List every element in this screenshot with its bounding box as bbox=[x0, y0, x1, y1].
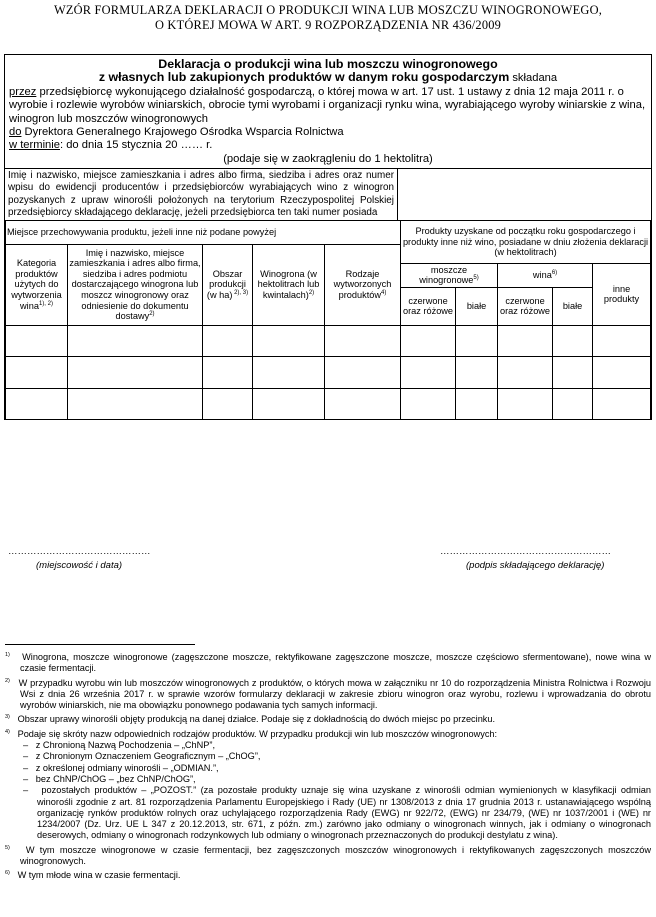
col-grapes: Winogrona (w hektolitrach lub kwintalach)$^{2)}$ bbox=[253, 244, 325, 325]
table-row bbox=[6, 356, 651, 388]
footnote-4-item: – z określonej odmiany winorośli – „ODMIAN.”, bbox=[23, 762, 219, 773]
footnote-6: $^{6)}$ W tym młode wina w czasie fermentacji. bbox=[5, 870, 181, 881]
footnote-separator bbox=[5, 644, 195, 645]
products-group-header: Produkty uzyskane od początku roku gospodarczego i produkty inne niż wino, posiadane w dniu złożenia deklaracji (w hektolitrach) bbox=[401, 221, 651, 263]
declaration-title-block bbox=[5, 55, 651, 169]
place-date-label: (miejscowość i data) bbox=[36, 560, 123, 571]
footnote-3: $^{3)}$ Obszar uprawy winorośli objęty produkcją na danej działce. Podaje się z dokładnością do dwóch miejsc po przecinku. bbox=[5, 714, 496, 725]
col-supplier: Imię i nazwisko, miejsce zamieszkania i adres albo firma, siedziba i adres podmiotu dostarczającego winogrona lub moszcz winogronowy oraz odniesienie do dokumentu dostawy$^{2)}$ bbox=[68, 244, 203, 325]
rounding-note: (podaje się w zaokrągleniu do 1 hektolitra) bbox=[223, 152, 433, 165]
col-grape-musts: moszcze winogronowe$^{5)}$ bbox=[401, 263, 498, 287]
table-row bbox=[6, 325, 651, 356]
signature-label: (podpis składającego deklarację) bbox=[466, 560, 605, 571]
col-musts-red: czerwone oraz różowe bbox=[401, 287, 456, 325]
col-wines: wina$^{6)}$ bbox=[498, 263, 593, 287]
storage-row bbox=[6, 221, 651, 244]
col-category: Kategoria produktów użytych do wytworzenia wina$^{1), 2)}$ bbox=[6, 244, 68, 325]
declaration-recipient: do Dyrektora Generalnego Krajowego Ośrodka Wsparcia Rolnictwa bbox=[9, 126, 344, 139]
applicant-row bbox=[5, 169, 651, 221]
declaration-title: Deklaracja o produkcji wina lub moszczu winogronowego bbox=[158, 57, 498, 71]
footnote-2: $^{2)}$ W przypadku wyrobu win lub moszczów winogronowych z produktów, o których mowa w załączniku nr 10 do rozporządzenia Ministra Rolnictwa i Rozwoju Wsi z dnia 26 września 2017 r. w sprawie wzorów formularzy deklaracji w zakresie zbioru winogron oraz wyrobu, rozlewu i wprowadzania do obrotu wyrobów winiarskich, nie ma obowiązku ponownego podawania tych samych informacji. bbox=[5, 677, 651, 711]
signature-dots: ……………………………………………… bbox=[440, 546, 611, 557]
header-line-2: O KTÓREJ MOWA W ART. 9 ROZPORZĄDZENIA NR 436/2009 bbox=[154, 18, 502, 32]
footnote-4-item: – pozostałych produktów – „POZOST.” (za pozostałe produkty uznaje się wina uzyskane z winorośli odmian wymienionych w klasyfikacji odmian winorośli zgodnie z art. 81 rozporządzenia Parlamentu Europejskiego i Rady (UE) nr 1308/2013 z dnia 17 grudnia 2013 r. ustanawiającego wspólną organizację rynków produktów rolnych oraz uchylającego rozporządzenia Rady (EWG) nr 922/72, (EWG) nr 234/79, (WE) nr 1037/2001 i (WE) nr 1234/2007 (Dz. Urz. UE L 347 z 20.12.2013, str. 671, z późn. zm.) zarówno jako odmiany o winogronach winnych, jak i odmiany o winogronach deserowych, odmiany o winogronach rodzynkowych lub odmiany o winogronach przeznaczonych do produkcji destylatu z wina). bbox=[23, 785, 651, 841]
footnote-4-item: – bez ChNP/ChOG – „bez ChNP/ChOG”, bbox=[23, 773, 196, 784]
production-table bbox=[5, 221, 651, 419]
col-wines-white: białe bbox=[553, 287, 593, 325]
footnotes bbox=[5, 652, 651, 885]
declaration-submitter: przez przedsiębiorcę wykonującego działalność gospodarczą, o której mowa w art. 17 ust. 1 ustawy z dnia 12 maja 2011 r. o wyrobie i rozlewie wyrobów winiarskich, obrocie tymi wyrobami i organizacji rynku wina, wyrabiającego wyroby winiarskie z wina, winogron lub moszczów winogronowych bbox=[9, 85, 646, 125]
header-line-1: WZÓR FORMULARZA DEKLARACJI O PRODUKCJI WINA LUB MOSZCZU WINOGRONOWEGO, bbox=[53, 3, 603, 17]
declaration-form bbox=[4, 54, 652, 420]
footnote-1: $^{1)}$ Winogrona, moszcze winogronowe (zagęszczone moszcze, rektyfikowane zagęszczone moszcze, moszcze częściowo sfermentowane), nowe wina w czasie fermentacji. bbox=[5, 651, 651, 674]
place-date-dots: ……………………………………… bbox=[8, 546, 151, 557]
footnote-4: $^{4)}$ Podaje się skróty nazw odpowiednich rodzajów produktów. W przypadku produkcji win lub moszczów winogronowych: bbox=[5, 728, 498, 739]
storage-label: Miejsce przechowywania produktu, jeżeli inne niż podane powyżej bbox=[6, 221, 401, 244]
col-musts-white: białe bbox=[456, 287, 498, 325]
declaration-deadline: w terminie: do dnia 15 stycznia 20 …… r. bbox=[9, 139, 213, 152]
col-product-types: Rodzaje wytworzonych produktów$^{4)}$ bbox=[325, 244, 401, 325]
footnote-4-item: – z Chronioną Nazwą Pochodzenia – „ChNP”, bbox=[23, 740, 216, 751]
declaration-subtitle: z własnych lub zakupionych produktów w danym roku gospodarczym bbox=[98, 70, 510, 85]
col-area: Obszar produkcji (w ha) $^{2), 3)}$ bbox=[203, 244, 253, 325]
col-wines-red: czerwone oraz różowe bbox=[498, 287, 553, 325]
applicant-field[interactable] bbox=[398, 169, 651, 220]
table-row bbox=[6, 388, 651, 419]
declaration-subtitle-tail: składana bbox=[509, 72, 558, 85]
applicant-label: Imię i nazwisko, miejsce zamieszkania i adres albo firma, siedziba i adres oraz numer wpisu do ewidencji producentów i przedsiębiorców wyrabiających wino z winogron pozyskanych z upraw winorośli położonych na terytorium Rzeczypospolitej Polskiej przedsiębiorcy składającego deklarację, jeżeli przedsiębiorca ten taki numer posiada bbox=[5, 169, 398, 220]
col-other-products: inne produkty bbox=[593, 263, 651, 325]
footnote-4-item: – z Chronionym Oznaczeniem Geograficznym – „ChOG”, bbox=[23, 751, 261, 762]
footnote-5: $^{5)}$ W tym moszcze winogronowe w czasie fermentacji, bez zagęszczonych moszczów winogronowych i rektyfikowanych zagęszczonych moszczów winogronowych. bbox=[5, 844, 651, 867]
form-header bbox=[0, 3, 656, 33]
